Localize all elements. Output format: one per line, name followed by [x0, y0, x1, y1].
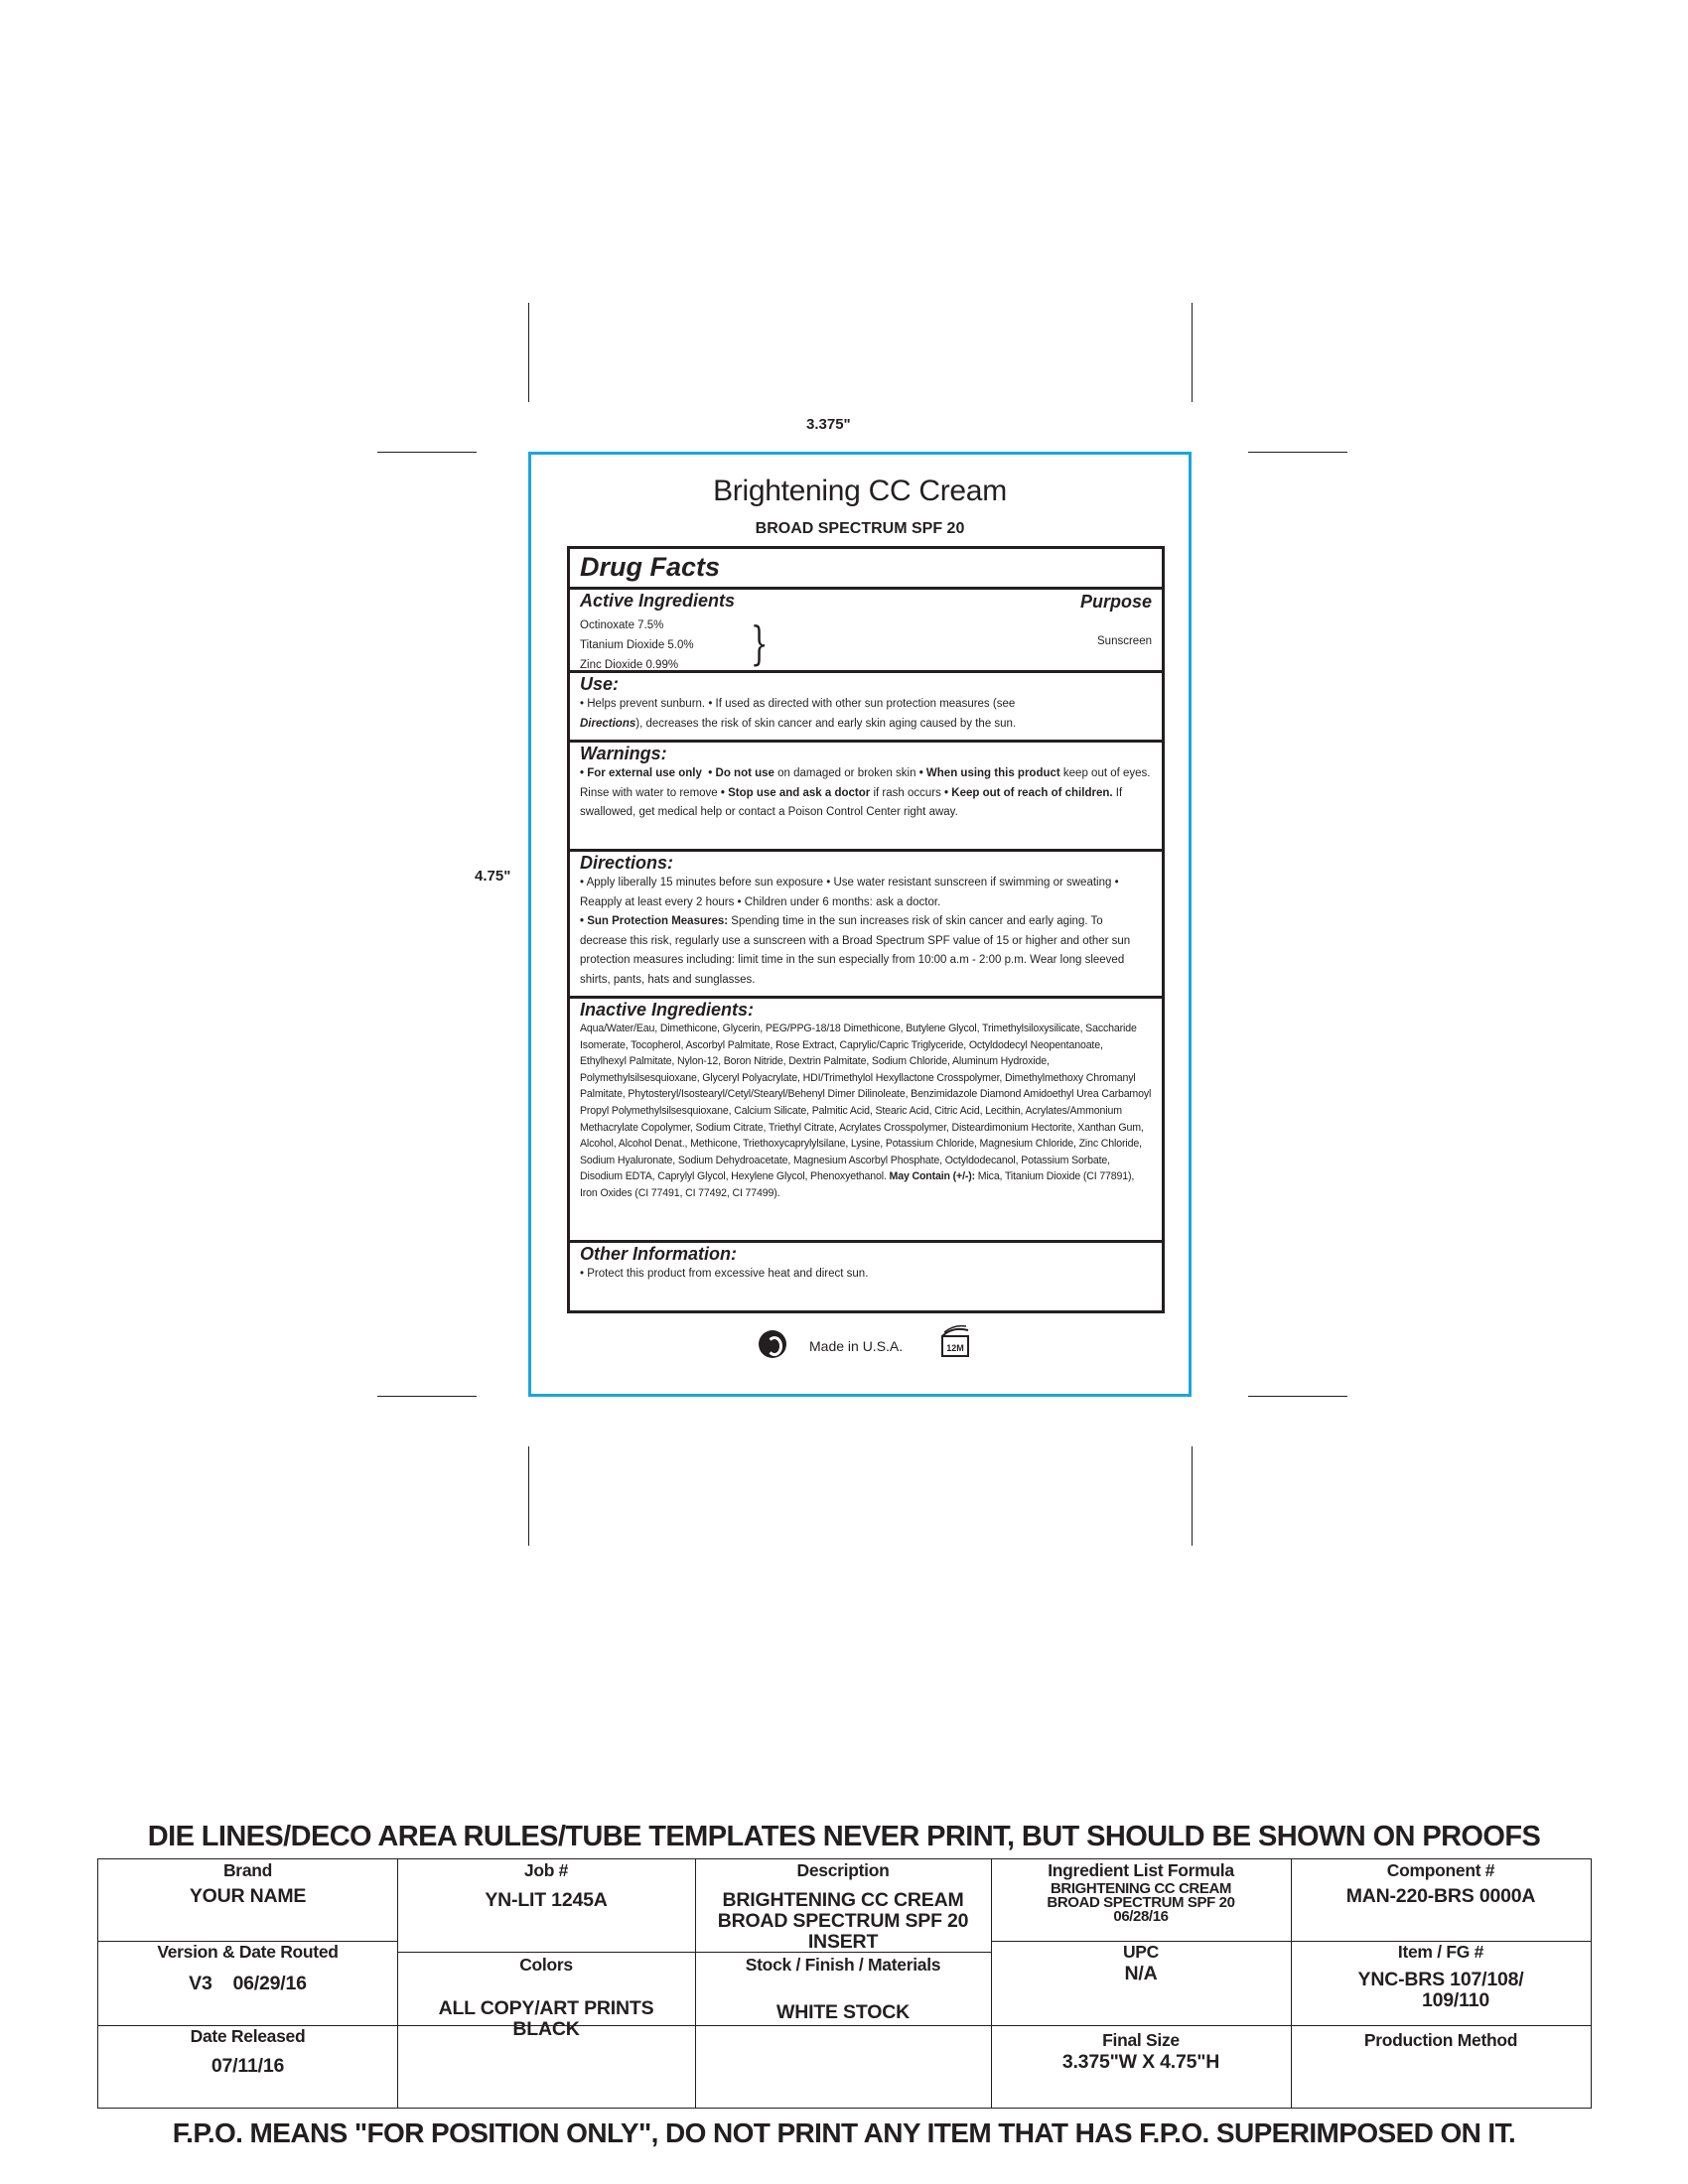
version-cell [98, 1941, 397, 2025]
use-heading: Use: [580, 674, 620, 694]
insert-label [528, 452, 1192, 1397]
crop-mark [377, 452, 477, 453]
colors-cell [397, 1952, 695, 2108]
purpose-value: Sunscreen [1097, 635, 1152, 647]
drug-facts-box [567, 546, 1165, 1313]
version-value: V3 06/29/16 [189, 1973, 307, 1994]
job-label: Job # [523, 1860, 569, 1880]
green-dot-icon [759, 1330, 786, 1358]
crop-mark [377, 1396, 477, 1397]
spec-footer-notice: F.P.O. MEANS "FOR POSITION ONLY", DO NOT PRINT ANY ITEM THAT HAS F.P.O. SUPERIMPOSED ON IT. [172, 2117, 1516, 2148]
use-section [570, 670, 1162, 740]
crop-mark [1192, 1446, 1193, 1546]
component-label: Component # [1386, 1860, 1495, 1880]
brand-label: Brand [222, 1860, 273, 1880]
item-value: YNC-BRS 107/108/ 109/110 [1357, 1969, 1524, 2011]
ingredient-list-formula-label: Ingredient List Formula [1048, 1860, 1234, 1880]
width-dimension: 3.375" [806, 416, 851, 433]
final-size-cell [991, 2025, 1291, 2108]
made-in-usa: Made in U.S.A. [809, 1338, 904, 1354]
product-subtitle: BROAD SPECTRUM SPF 20 [755, 520, 965, 537]
crop-mark [528, 303, 529, 402]
date-released-label: Date Released [190, 2026, 306, 2046]
crop-mark [1248, 1396, 1347, 1397]
other-information-text: • Protect this product from excessive heat and direct sun. [580, 1268, 869, 1280]
inactive-ingredients-heading: Inactive Ingredients: [580, 1000, 755, 1020]
use-text: • Helps prevent sunburn. • If used as directed with other sun protection measures (see Directions), decreases the risk of skin cancer and early skin aging caused by the sun. [580, 698, 1017, 730]
directions-section [570, 849, 1162, 996]
directions-ref: Directions [580, 717, 636, 730]
ingredient-list-formula-cell [991, 1859, 1291, 1941]
brace: } [750, 616, 769, 670]
inactive-ingredients-text: Aqua/Water/Eau, Dimethicone, Glycerin, PEG/PPG-18/18 Dimethicone, Butylene Glycol, Trimethylsiloxysilicate, Saccharide Isomerate, Tocopherol, Ascorbyl Palmitate, Rose Extract, Caprylic/Capric Triglyceride, Octyldodecyl Neopentanoate, Ethylhexyl Palmitate, Nylon-12, Boron Nitride, Dextrin Palmitate, Sodium Chloride, Aluminum Hydroxide, Polymethylsilsesquioxane, Glyceryl Polyacrylate, HDI/Trimethylol Hexyllactone Crosspolymer, Dimethylmethoxy Chromanyl Palmitate, Phytosteryl/Isostearyl/Cetyl/Stearyl/Behenyl Dimer Dilinoleate, Benzimidazole Diamond Amidoethyl Urea Carbamoyl Propyl Polymethylsilsesquioxane, Calcium Silicate, Palmitic Acid, Stearic Acid, Citric Acid, Lecithin, Acrylates/Ammonium Methacrylate Copolymer, Sodium Citrate, Triethyl Citrate, Acrylates Crosspolymer, Disteardimonium Hectorite, Xanthan Gum, Alcohol, Alcohol Denat., Methicone, Triethoxycaprylylsilane, Lysine, Potassium Chloride, Magnesium Chloride, Zinc Chloride, Sodium Hyaluronate, Sodium Dehydroacetate, Magnesium Ascorbyl Phosphate, Octyldodecanol, Potassium Sorbate, Disodium EDTA, Caprylyl Glycol, Hexylene Glycol, Phenoxyethanol. May Contain (+/-): Mica, Titanium Dioxide (CI 77891), Iron Oxides (CI 77491, CI 77492, CI 77499). [580, 1023, 1152, 1199]
crop-mark [528, 1446, 529, 1546]
component-cell [1291, 1859, 1591, 1941]
job-cell [397, 1859, 695, 1952]
active-ingredients-heading: Active Ingredients [580, 591, 736, 611]
production-method-label: Production Method [1363, 2030, 1518, 2050]
final-size-label: Final Size [1102, 2030, 1180, 2050]
stock-label: Stock / Finish / Materials [745, 1955, 941, 1975]
brand-value: YOUR NAME [189, 1885, 307, 1907]
period-after-opening-icon [938, 1324, 972, 1358]
date-released-value: 07/11/16 [211, 2055, 285, 2077]
warnings-text: • For external use only • Do not use on damaged or broken skin • When using this product keep out of eyes. Rinse with water to remove • Stop use and ask a doctor if rash occurs • Keep out of reach of children. If swallowed, get medical help or contact a Poison Control Center right away. [580, 767, 1151, 818]
other-information-heading: Other Information: [580, 1244, 737, 1264]
final-size-value: 3.375"W X 4.75"H [1061, 2051, 1220, 2073]
production-method-cell [1291, 2025, 1591, 2108]
item-cell [1291, 1941, 1591, 2025]
version-label: Version & Date Routed [157, 1942, 339, 1962]
active-ingredient: Zinc Dioxide 0.99% [580, 659, 679, 671]
date-released-cell [98, 2025, 397, 2108]
crop-mark [1192, 303, 1193, 402]
component-value: MAN-220-BRS 0000A [1345, 1885, 1536, 1907]
active-ingredient: Titanium Dioxide 5.0% [580, 639, 694, 651]
svg-text:12M: 12M [946, 1343, 964, 1353]
other-information-section [570, 1240, 1162, 1309]
warnings-heading: Warnings: [580, 744, 667, 763]
description-cell [695, 1859, 991, 1952]
item-label: Item / FG # [1397, 1942, 1484, 1962]
warnings-section [570, 740, 1162, 849]
height-dimension: 4.75" [475, 868, 511, 885]
inactive-ingredients-section [570, 996, 1162, 1240]
colors-label: Colors [519, 1955, 573, 1975]
active-ingredients-list [580, 615, 694, 675]
drug-facts-title: Drug Facts [580, 552, 721, 582]
purpose-heading: Purpose [1079, 592, 1152, 612]
active-ingredient: Octinoxate 7.5% [580, 619, 664, 631]
stock-cell [695, 1952, 991, 2108]
drug-facts-header [570, 551, 1162, 585]
upc-value: N/A [1124, 1963, 1158, 1984]
directions-heading: Directions: [580, 853, 674, 873]
ingredient-list-formula-value: BRIGHTENING CC CREAM BROAD SPECTRUM SPF 20 06/28/16 [1047, 1880, 1235, 1925]
colors-value: ALL COPY/ART PRINTS BLACK [438, 1997, 654, 2040]
description-label: Description [796, 1860, 890, 1880]
product-title: Brightening CC Cream [713, 475, 1007, 507]
spec-table [97, 1858, 1592, 2109]
description-value: BRIGHTENING CC CREAM BROAD SPECTRUM SPF 20 INSERT [717, 1889, 969, 1953]
job-value: YN-LIT 1245A [485, 1889, 608, 1911]
brand-cell [98, 1859, 397, 1941]
upc-label: UPC [1122, 1942, 1160, 1962]
spec-header-notice: DIE LINES/DECO AREA RULES/TUBE TEMPLATES NEVER PRINT, BUT SHOULD BE SHOWN ON PROOFS [147, 1821, 1541, 1852]
stock-value: WHITE STOCK [776, 2001, 910, 2023]
directions-text: • Apply liberally 15 minutes before sun exposure • Use water resistant sunscreen if swimming or sweating • Reapply at least every 2 hours • Children under 6 months: ask a doctor. • Sun Protection Measures: Spending time in the sun increases risk of skin cancer and early aging. To decrease this risk, regularly use a sunscreen with a Broad Spectrum SPF value of 15 or higher and other sun protection measures including: limit time in the sun especially from 10:00 a.m - 2:00 p.m. Wear long sleeved shirts, pants, hats and sunglasses. [580, 877, 1131, 986]
crop-mark [1248, 452, 1347, 453]
upc-cell [991, 1941, 1291, 2025]
